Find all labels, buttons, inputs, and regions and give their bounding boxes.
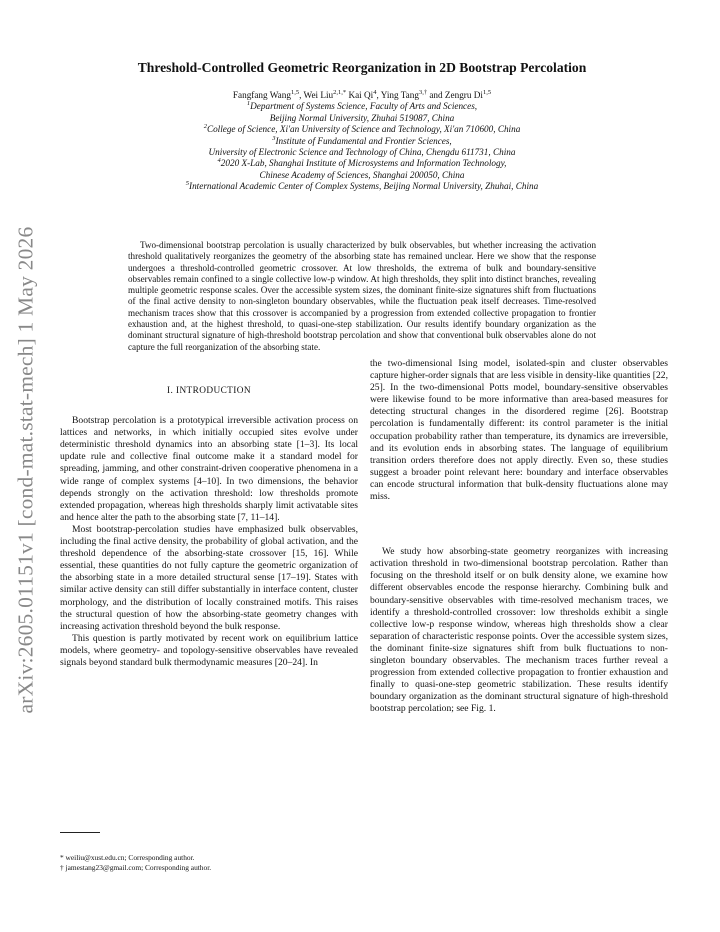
affiliation-line: $^3$Institute of Fundamental and Frontier Sciences, — [272, 134, 452, 146]
author-name: , Wei Liu — [299, 90, 334, 100]
footnote: * weiliu@xust.edu.cn; Corresponding author. — [60, 853, 195, 862]
paper-title: Threshold-Controlled Geometric Reorganization in 2D Bootstrap Percolation — [137, 60, 587, 75]
right-column — [370, 358, 668, 715]
affiliation-line: Beijing Normal University, Zhuhai 519087, China — [269, 112, 455, 123]
body-paragraph: the two-dimensional Ising model, isolated-spin and cluster observables capture higher-order signals that are less visible in density-like quantities [22, 25]. In the two-dimensional Potts model, boundary-sensitive observables were likewise found to be more informative than area-based measures for detecting structural changes in the disordered regime [26]. Bootstrap percolation is fundamentally different: its control parameter is the initial occupation probability rather than temperature, its dynamics are irreversible, and its evolution ends in absorbing states. The language of equilibrium transition orders therefore does not apply directly. Even so, these studies suggest a broader point relevant here: boundary and interface observables can encode structural information that bulk-density fluctuations alone may miss. — [370, 358, 668, 503]
affiliation-line: $^2$College of Science, Xi'an University of Science and Technology, Xi'an 710600, China — [203, 123, 521, 135]
footnotes — [60, 853, 360, 874]
footnote-rule — [60, 832, 100, 833]
author-name: Fangfang Wang — [232, 90, 291, 100]
body-paragraph: We study how absorbing-state geometry reorganizes with increasing activation threshold in two-dimensional bootstrap percolation. Rather than focusing on the threshold itself or on bulk density alone, we examine how different observables encode the response hierarchy. Combining bulk and boundary-sensitive observables with time-resolved mechanism traces, we identify a threshold-controlled crossover: low thresholds exhibit a single collective low-p response window, whereas high thresholds show a clear separation of characteristic response points. Over the accessible system sizes, the dominant finite-size signatures shift from bulk fluctuations to non-singleton boundary observables. The mechanism traces further reveal a progression from extended collective propagation to frontier exhaustion and finally to quasi-one-step geometric stabilization. These results identify boundary organization as the dominant structural signature of high-threshold bootstrap percolation; see Fig. 1. — [370, 546, 668, 715]
arxiv-identifier: arXiv:2605.01151v1 [cond-mat.stat-mech] 1 May 2026 — [13, 226, 38, 714]
affiliation-line: Chinese Academy of Sciences, Shanghai 200050, China — [259, 169, 465, 180]
affiliation-line: $^5$International Academic Center of Complex Systems, Beijing Normal University, Zhuhai, China — [185, 180, 539, 192]
author-name: Kai Qi — [346, 90, 374, 100]
author-list: Fangfang Wang$^{1,5}$, Wei Liu$^{2,1,*}$ Kai Qi$^4$, Ying Tang$^{3,\dagger}$ and Zengru Di$^{1,5}$ — [232, 88, 492, 100]
footnote: † jamestang23@gmail.com; Corresponding author. — [60, 863, 212, 873]
left-column — [60, 385, 358, 669]
paragraph-gap — [370, 503, 668, 546]
abstract: Two-dimensional bootstrap percolation is usually characterized by bulk observables, but whether increasing the activation threshold qualitatively reorganizes the geometry of the absorbing state has remained unclear. Here we show that the response undergoes a threshold-controlled geometric crossover. At low thresholds, the extrema of bulk and boundary-sensitive observables remain confined to a single collective low-p window. At high thresholds, they split into distinct branches, revealing multiple geometric response scales. Over the accessible system sizes, the dominant finite-size signatures shift from fluctuations of the final active density to non-singleton boundary observables, while the fluctuation peak itself decreases. Time-resolved mechanism traces show that this crossover is accompanied by a progression from extended collective propagation to frontier exhaustion and, at the highest threshold, to quasi-one-step stabilization. Our results identify boundary organization as the dominant structural signature of high-threshold bootstrap percolation and show that conventional bulk observables alone do not capture the full reorganization of the absorbing state. — [128, 240, 596, 352]
author-name: , Ying Tang — [376, 90, 419, 100]
arxiv-sidebar-stamp — [4, 226, 48, 714]
author-name: and Zengru Di — [427, 90, 483, 100]
body-paragraph: This question is partly motivated by recent work on equilibrium lattice models, where geometry- and topology-sensitive observables have revealed signals beyond standard bulk thermodynamic measures [20–24]. In — [60, 632, 358, 668]
affiliation-line: $^1$Department of Systems Science, Faculty of Arts and Sciences, — [246, 100, 478, 112]
affiliation-line: University of Electronic Science and Technology of China, Chengdu 611731, China — [208, 147, 516, 158]
body-paragraph: Bootstrap percolation is a prototypical irreversible activation process on lattices and networks, in which initially occupied sites evolve under deterministic threshold dynamics into an absorbing state [1–3]. Its local update rule and collective final outcome make it a standard model for spreading, jamming, and other constraint-driven cooperative phenomena in a wide range of complex systems [4–10]. In two dimensions, the behavior depends strongly on the activation threshold: low thresholds promote extended propagation, whereas high thresholds sharply limit activatable sites and hence alter the path to the absorbing state [7, 11–14]. — [60, 415, 358, 523]
body-paragraph: Most bootstrap-percolation studies have emphasized bulk observables, including the final active density, the probability of global activation, and the threshold dependence of the absorbing-state crossover [15, 16]. While essential, these quantities do not fully capture the geometric organization of the absorbing state in a more detailed structural sense [17–19]. States with similar active density can still differ substantially in interface content, cluster morphology, and the distribution of locally constrained motifs. This raises the structural question of how the absorbing-state geometry changes with increasing activation threshold beyond the bulk response. — [60, 523, 358, 632]
section-heading: I. INTRODUCTION — [167, 386, 251, 396]
author-block — [60, 90, 664, 193]
affiliation-line: $^4$2020 X-Lab, Shanghai Institute of Microsystems and Information Technology, — [217, 157, 507, 169]
